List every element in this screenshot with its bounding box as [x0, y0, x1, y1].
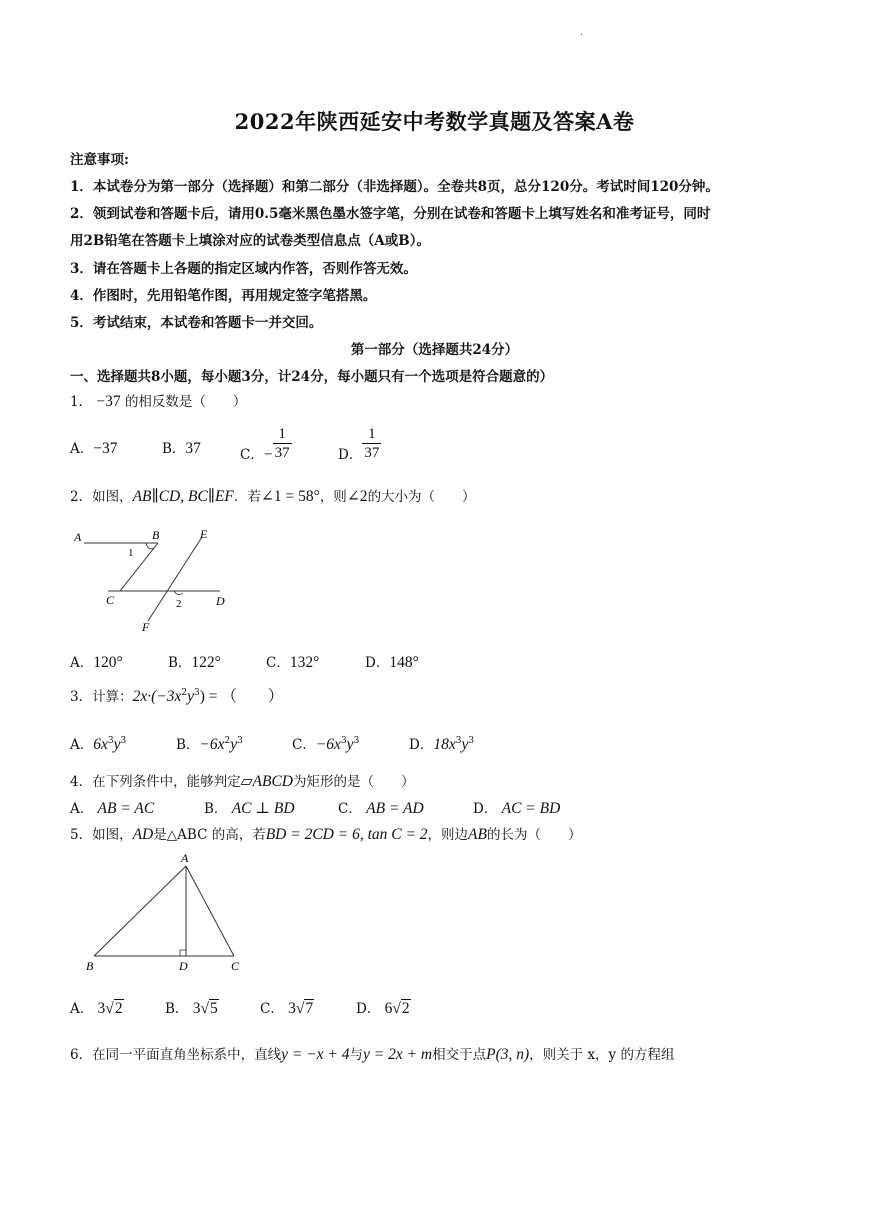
q3-option-b-exp2: 3 [237, 736, 243, 746]
q2-label-e: E [200, 527, 208, 541]
q5-option-a-label: A． [70, 1001, 94, 1017]
q3-option-d[interactable] [409, 733, 474, 754]
q5-option-c[interactable]: C． 3√7 [260, 1000, 314, 1017]
q2-angle2-arc [174, 591, 183, 595]
q5-option-d-coef: 6 [384, 1000, 393, 1017]
q6-stem [70, 1043, 674, 1064]
q2-prefix: 如图， [92, 489, 133, 505]
part1-heading: 第一部分（选择题共24分） [350, 342, 519, 358]
q3-option-c-y: y [346, 736, 354, 753]
q3-exp-2: 3 [193, 688, 200, 698]
q5-side-ac [186, 866, 234, 956]
q4-option-d-label: D． [473, 801, 498, 817]
q1-option-c-sign: − [263, 446, 273, 463]
q3-option-b-y: y [230, 736, 238, 753]
q3-option-a-exp2: 3 [120, 736, 127, 746]
q3-option-d-exp1: 3 [455, 736, 462, 746]
q3-option-b-exp1: 2 [224, 736, 231, 746]
notice-heading: 注意事项: [70, 152, 129, 168]
q2-suffix: 的大小为（ ） [367, 489, 476, 505]
q2-angle-ask: ∠2 [346, 488, 368, 505]
q1-option-a[interactable] [70, 437, 118, 458]
q4-option-a-value: AB = AC [97, 800, 155, 817]
q5-option-b-label: B． [165, 1001, 189, 1017]
notice-item-2-cont: 用2B铅笔在答题卡上填涂对应的试卷类型信息点（A或B）。 [70, 233, 430, 249]
q1-option-d-denominator: 37 [364, 445, 380, 461]
q3-option-c-label: C． [292, 737, 316, 753]
q3-option-a[interactable] [70, 733, 126, 754]
q5-option-b-coef: 3 [192, 1000, 201, 1017]
q6-prefix: 在同一平面直角坐标系中，直线 [92, 1047, 282, 1063]
q3-option-b-coef: −6x [199, 736, 225, 753]
q2-label-angle-1: 1 [128, 547, 134, 559]
q3-option-a-label: A． [70, 737, 94, 753]
q4-prefix: 在下列条件中，能够判定 [92, 774, 241, 790]
q5-suffix: 的长为（ ） [486, 827, 582, 843]
q1-text: 的相反数是（ ） [124, 394, 247, 410]
q5-figure [80, 848, 260, 976]
notice-item-5: 5．考试结束，本试卷和答题卡一并交回。 [70, 315, 323, 331]
q6-point: P(3, n) [486, 1046, 530, 1063]
q3-prefix: 计算： [92, 689, 133, 705]
q2-line-ef [148, 537, 202, 621]
q5-option-c-radicand: 7 [305, 1000, 314, 1017]
q4-option-c[interactable] [338, 797, 424, 818]
notice-item-4: 4．作图时，先用铅笔作图，再用规定签字笔搭黑。 [70, 288, 377, 304]
q4-stem [70, 770, 414, 791]
q5-option-a[interactable]: A． 3√2 [70, 1000, 123, 1017]
q6-number: 6． [70, 1047, 93, 1063]
q1-option-a-label: A． [70, 441, 94, 457]
q2-number: 2． [70, 489, 93, 505]
q1-option-d-numerator: 1 [362, 425, 381, 444]
q5-option-c-coef: 3 [288, 1000, 296, 1017]
q5-right-angle-mark [180, 950, 186, 956]
q2-option-d[interactable] [365, 651, 419, 672]
q6-suffix: ，则关于 x，y 的方程组 [529, 1047, 675, 1063]
q2-option-a[interactable] [70, 651, 123, 672]
q3-option-d-exp2: 3 [468, 736, 475, 746]
q3-option-c-exp1: 3 [340, 736, 347, 746]
q2-angle1-arc [146, 543, 154, 549]
q2-label-a: A [74, 530, 82, 544]
q5-ad: AD [132, 826, 154, 843]
q2-label-b: B [152, 528, 160, 542]
q4-option-d-value: AC = BD [501, 800, 561, 817]
q2-option-c[interactable] [266, 651, 319, 672]
q1-option-c[interactable] [240, 425, 292, 462]
q5-mid: 是△ABC 的高，若 [153, 827, 266, 843]
q5-option-a-radicand: 2 [114, 1000, 123, 1017]
q2-option-a-value: 120° [93, 654, 123, 671]
q2-label-f: F [142, 620, 150, 634]
q1-stem [70, 390, 246, 411]
q2-label-d: D [216, 594, 225, 608]
q1-option-a-value: −37 [93, 440, 118, 457]
q2-label-c: C [106, 593, 115, 607]
q3-expr-a: 2x·(−3x [132, 688, 182, 705]
q3-option-d-coef: 18x [433, 736, 456, 753]
q2-label-angle-2: 2 [176, 598, 182, 610]
q1-option-d[interactable] [338, 425, 381, 462]
q2-angle-given: ∠1 = 58° [260, 488, 320, 505]
q6-mid2: 相交于点 [432, 1047, 487, 1063]
q4-option-b-label: B． [204, 801, 228, 817]
q5-label-c: C [231, 959, 240, 973]
q5-label-b: B [86, 959, 94, 973]
q5-option-b[interactable]: B． 3√5 [165, 1000, 218, 1017]
q1-number: 1． [70, 394, 93, 410]
q5-mid2: ，则边 [427, 827, 469, 843]
notice-item-1: 1．本试卷分为第一部分（选择题）和第二部分（非选择题）。全卷共8页，总分120分。考试时间120分钟。 [70, 179, 719, 195]
q3-option-a-exp1: 3 [107, 736, 114, 746]
q2-stem [70, 485, 476, 506]
q6-line2: y = 2x + m [362, 1046, 433, 1063]
q1-option-b[interactable] [162, 437, 201, 458]
q2-option-c-value: 132° [289, 654, 320, 671]
q3-option-b-label: B． [176, 737, 200, 753]
q5-condition: BD = 2CD = 6, tan C = 2 [265, 826, 428, 843]
q4-number: 4． [70, 774, 93, 790]
q1-option-c-numerator: 1 [273, 425, 292, 444]
q2-figure [70, 525, 240, 637]
q3-option-a-coef: 6x [93, 736, 108, 753]
q6-mid: 与 [349, 1047, 363, 1063]
q5-prefix: 如图， [92, 827, 133, 843]
q3-option-d-y: y [461, 736, 469, 753]
q5-label-d: D [179, 959, 188, 973]
q4-option-b[interactable] [204, 797, 295, 818]
q3-option-d-label: D． [409, 737, 434, 753]
q2-option-b-label: B． [168, 655, 192, 671]
q4-option-a-label: A． [70, 801, 94, 817]
section-heading: 一、选择题共8小题，每小题3分，计24分，每小题只有一个选项是符合题意的） [70, 369, 554, 385]
q4-option-c-value: AB = AD [366, 800, 424, 817]
q2-line-bc [120, 543, 158, 591]
q4-suffix: 为矩形的是（ ） [292, 774, 415, 790]
q3-expr-b: y [187, 688, 194, 705]
q1-option-b-value: 37 [185, 440, 201, 457]
q5-option-d-label: D． [356, 1001, 381, 1017]
q4-option-d[interactable] [473, 797, 560, 818]
q5-side-ab [94, 866, 186, 956]
q4-option-a[interactable] [70, 797, 154, 818]
q3-exp-1: 2 [181, 688, 188, 698]
q3-stem [70, 684, 283, 706]
q1-option-c-label: C． [240, 447, 264, 463]
q4-option-c-label: C． [338, 801, 362, 817]
q5-option-a-coef: 3 [97, 1000, 106, 1017]
q2-option-b-value: 122° [191, 654, 221, 671]
q2-option-a-label: A． [70, 655, 94, 671]
q5-ab: AB [468, 826, 487, 843]
q4-shape: ▱ABCD [240, 773, 293, 790]
q3-option-c[interactable] [292, 733, 359, 754]
q5-option-d-radicand: 2 [401, 1000, 410, 1017]
page-title: 2022年陕西延安中考数学真题及答案A卷 [234, 109, 635, 134]
q3-number: 3． [70, 689, 93, 705]
q5-label-a: A [181, 851, 189, 865]
q2-mid: ．若 [233, 489, 261, 505]
q1-option-c-denominator: 37 [274, 445, 290, 461]
q2-mid2: ，则 [319, 489, 347, 505]
q5-option-b-radicand: 5 [209, 1000, 218, 1017]
q2-condition: AB∥CD, BC∥EF [132, 488, 234, 505]
q2-option-b[interactable] [168, 651, 221, 672]
q3-option-b[interactable] [176, 733, 243, 754]
q3-option-c-coef: −6x [315, 736, 341, 753]
q2-option-d-value: 148° [389, 654, 419, 671]
q2-option-d-label: D． [365, 655, 390, 671]
header-mark: · [580, 30, 584, 41]
q3-option-a-y: y [113, 736, 121, 753]
notice-item-3: 3．请在答题卡上各题的指定区域内作答，否则作答无效。 [70, 261, 417, 277]
q3-option-c-exp2: 3 [353, 736, 360, 746]
q4-option-b-value: AC ⊥ BD [231, 800, 295, 817]
q1-value: −37 [96, 393, 121, 410]
q5-option-d[interactable]: D． 6√2 [356, 1000, 410, 1017]
q1-option-b-label: B． [162, 441, 186, 457]
q3-expr-c: ) = （ ） [199, 688, 284, 705]
q6-line1: y = −x + 4 [281, 1046, 350, 1063]
q5-stem [70, 823, 581, 844]
notice-item-2: 2．领到试卷和答题卡后，请用0.5毫米黑色墨水签字笔，分别在试卷和答题卡上填写姓名和准考证号，同时 [70, 206, 711, 222]
q2-option-c-label: C． [266, 655, 290, 671]
q5-number: 5． [70, 827, 93, 843]
q5-option-c-label: C． [260, 1001, 284, 1017]
q1-option-d-label: D． [338, 447, 363, 463]
